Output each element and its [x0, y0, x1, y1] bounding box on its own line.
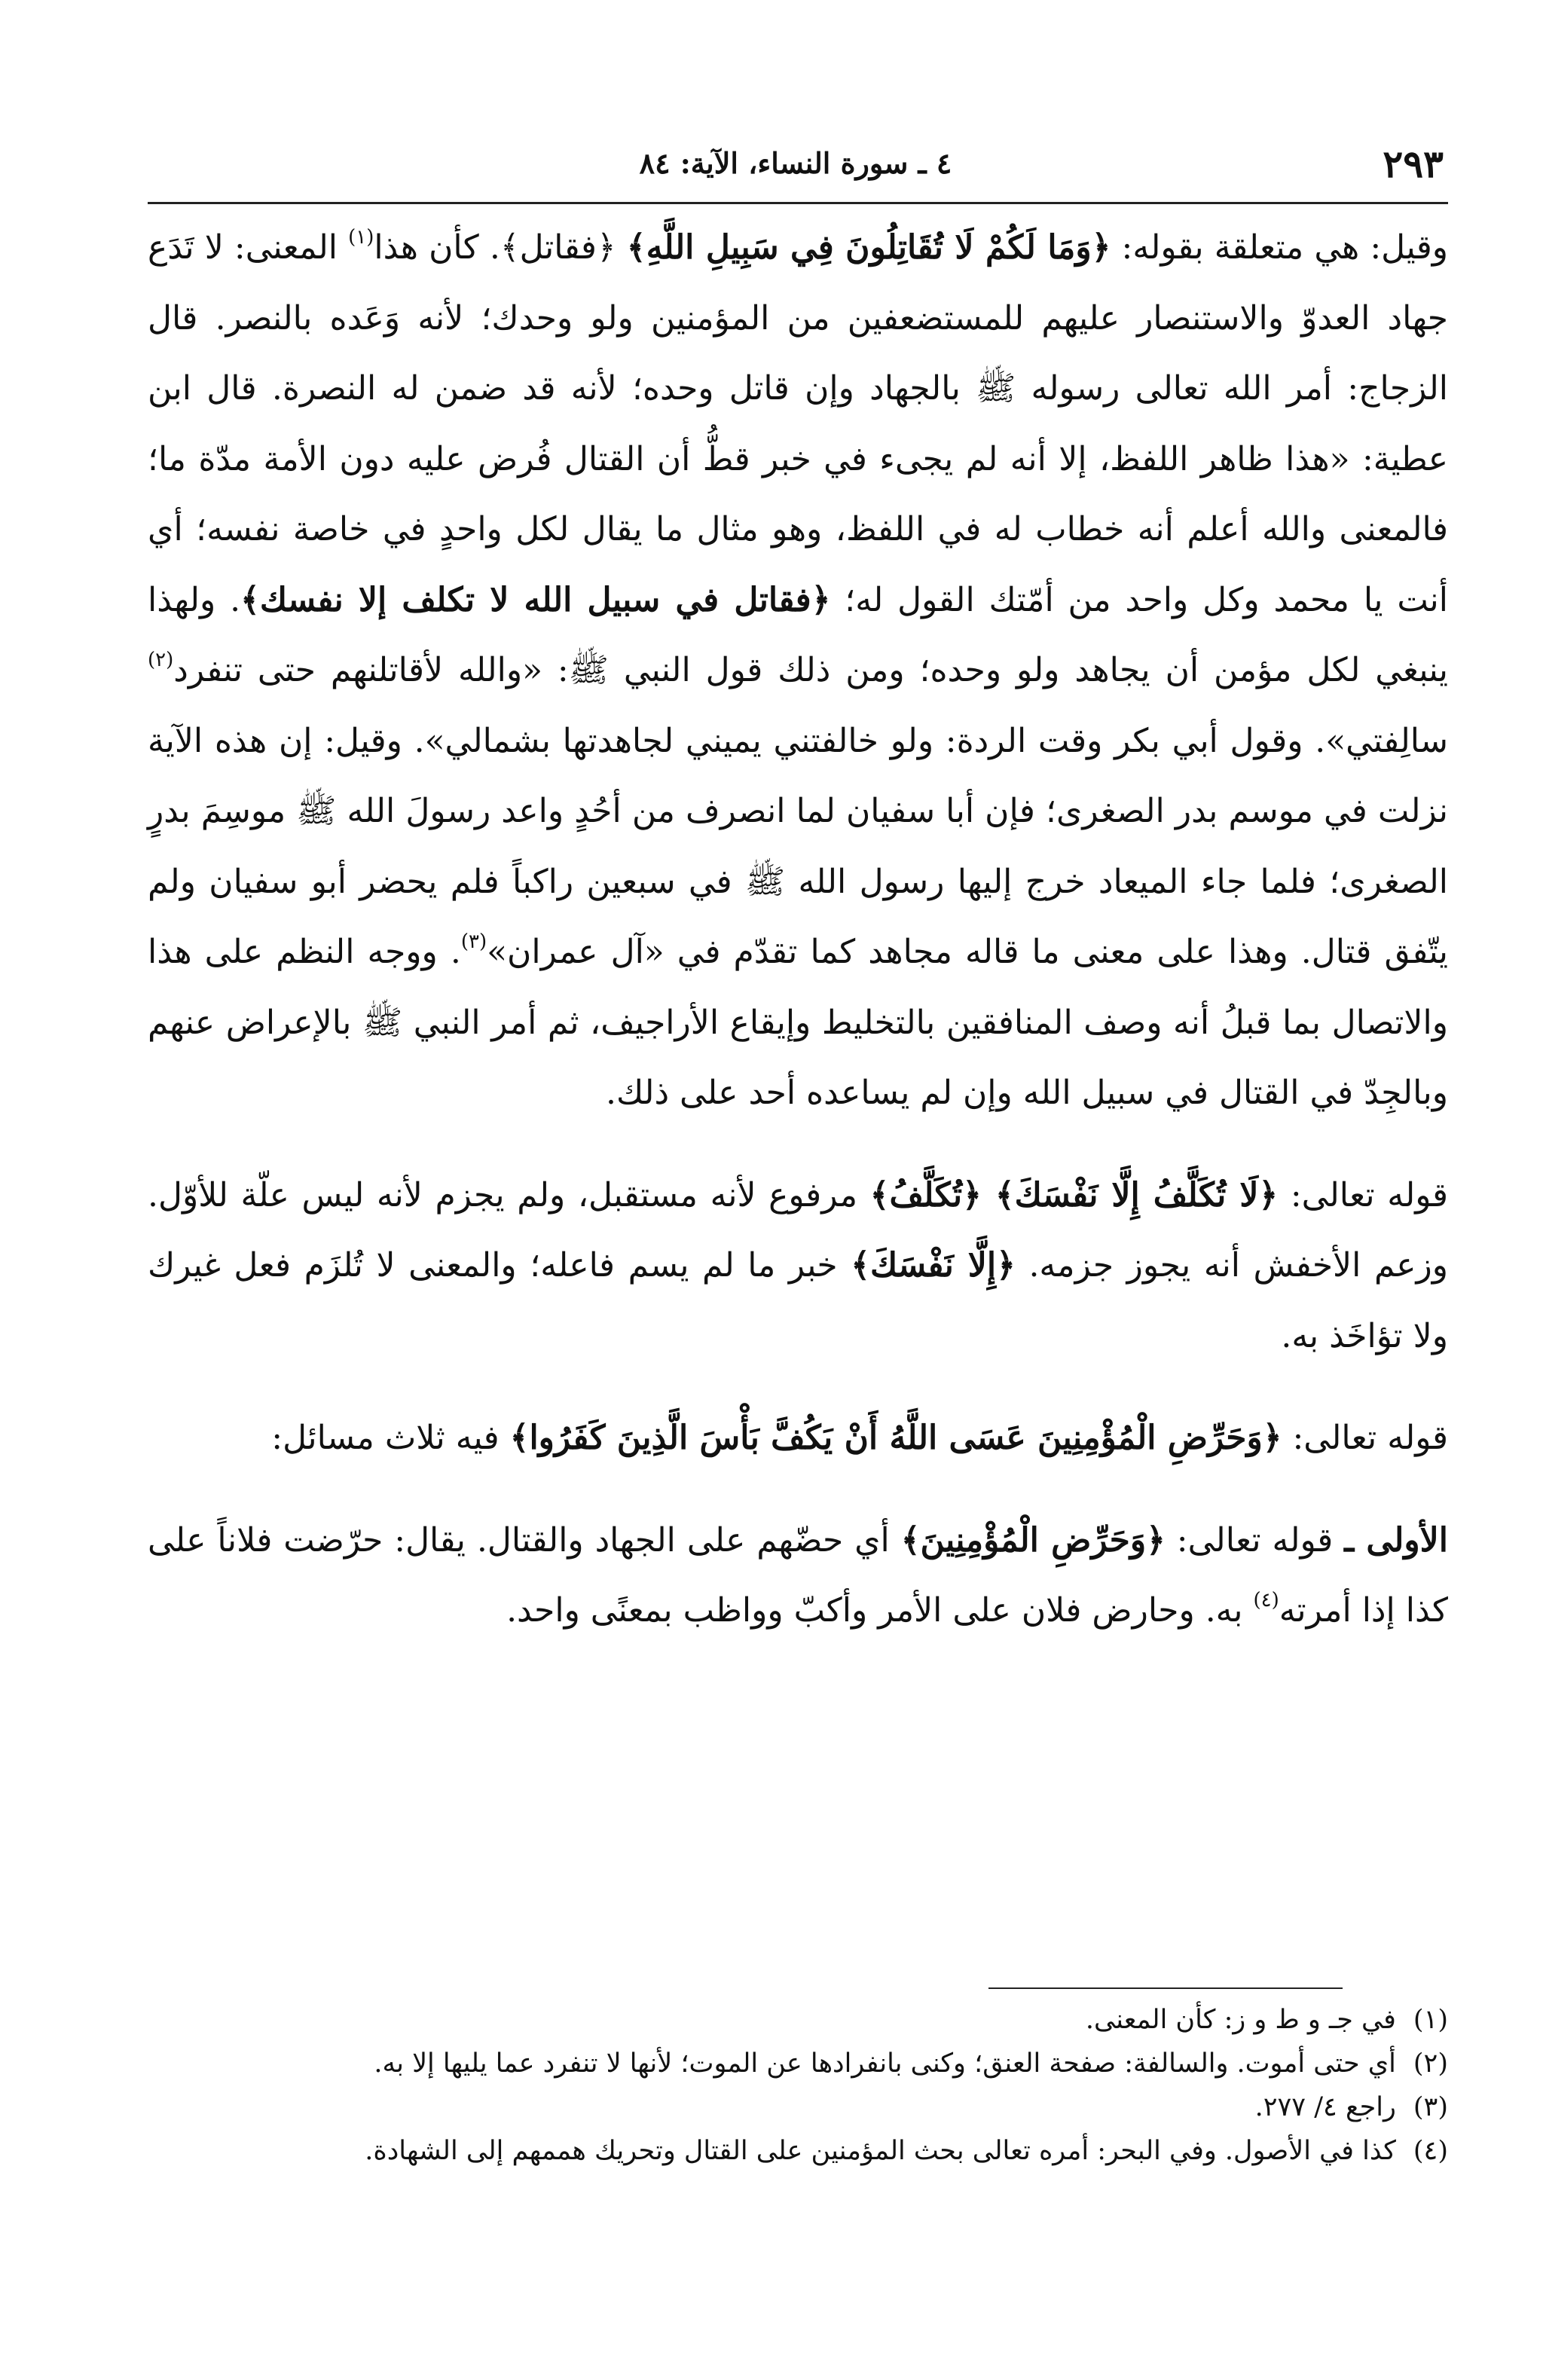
text-run: قوله تعالى:	[1165, 1520, 1345, 1560]
header-rule	[148, 202, 1448, 204]
text-run: فيه ثلاث مسائل:	[271, 1419, 510, 1457]
text-run: المعنى: لا تَدَع جهاد العدوّ والاستنصار عليهم للمستضعفين من المؤمنين ولو وحدك؛ لأنه وَعَده بالنصر. قال الزجاج: أمر الله تعالى رسوله ﷺ بالجهاد وإن قاتل وحده؛ لأنه قد ضمن له النصرة. قال ابن عطية: «هذا ظاهر اللفظ، إلا أنه لم يجىء في خبر قطُّ أن القتال فُرض عليه دون الأمة مدّة ما؛ فالمعنى والله أعلم أنه خطاب له في اللفظ، وهو مثال ما يقال لكل واحدٍ في خاصة نفسه؛ أي أنت يا محمد وكل واحد من أمّتك القول له؛	[148, 228, 1449, 619]
quran-quote: ﴿إِلَّا نَفْسَكَ﴾	[851, 1246, 1016, 1285]
footnote	[148, 2129, 1448, 2173]
quran-quote: ﴿وَحَرِّضِ الْمُؤْمِنِينَ﴾	[900, 1520, 1166, 1560]
quran-quote: ﴿لَا تُكَلَّفُ إِلَّا نَفْسَكَ﴾ ﴿تُكَلَّفُ﴾	[869, 1175, 1279, 1214]
text-run: ﴿فقاتل﴾. كأن هذا	[374, 228, 627, 267]
quran-quote: ﴿وَحَرِّضِ الْمُؤْمِنِينَ عَسَى اللَّهُ أَنْ يَكُفَّ بَأْسَ الَّذِينَ كَفَرُوا﴾	[509, 1419, 1282, 1457]
footnote-text: كذا في الأصول. وفي البحر: أمره تعالى بحث المؤمنين على القتال وتحريك هممهم إلى الشهادة.	[365, 2136, 1396, 2166]
paragraph	[148, 212, 1448, 1129]
quran-quote: ﴿وَمَا لَكُمْ لَا تُقَاتِلُونَ فِي سَبِيلِ اللَّهِ﴾	[626, 228, 1111, 267]
footnote-text: في جـ و ط و ز: كأن المعنى.	[1085, 2005, 1396, 2035]
text-run: به. وحارض فلان على الأمر وأكبّ وواظب بمعنًى واحد.	[506, 1591, 1254, 1630]
footnote-ref: (٢)	[148, 649, 174, 671]
footnote	[148, 2042, 1448, 2085]
text-run: مرفوع لأنه مستقبل، ولم يجزم لأنه ليس علّة للأوّل. وزعم الأخفش أنه يجوز جزمه.	[148, 1175, 1448, 1285]
paragraph	[148, 1160, 1448, 1372]
paragraph	[148, 1505, 1448, 1646]
page-number: ٢٩٣	[1383, 142, 1444, 186]
footnote-ref: (٣)	[460, 930, 487, 953]
footnotes	[148, 1998, 1448, 2173]
footnote-rule	[988, 1987, 1343, 1989]
footnote-number: (٢)	[1413, 2049, 1448, 2079]
text-run: سالِفتي». وقول أبي بكر وقت الردة: ولو خالفتني يميني لجاهدتها بشمالي». وقيل: إن هذه الآية نزلت في موسم بدر الصغرى؛ فإن أبا سفيان لما انصرف من أحُدٍ واعد رسولَ الله ﷺ موسِمَ بدرٍ الصغرى؛ فلما جاء الميعاد خرج إليها رسول الله ﷺ في سبعين راكباً فلم يحضر أبو سفيان ولم يتّفق قتال. وهذا على معنى ما قاله مجاهد كما تقدّم في «آل عمران»	[148, 721, 1449, 971]
quran-quote: ﴿فقاتل في سبيل الله لا تكلف إلا نفسك﴾	[240, 580, 831, 619]
footnote	[148, 1998, 1448, 2042]
header-title: ٤ ـ سورة النساء، الآية: ٨٤	[639, 146, 952, 180]
footnote-ref: (٤)	[1253, 1589, 1279, 1612]
text-run: خبر ما لم يسم فاعله؛ والمعنى لا تُلزَم فعل غيرك ولا تؤاخَذ به.	[148, 1246, 1448, 1355]
quran-quote: الأولى ـ	[1344, 1520, 1448, 1560]
text-run: . ووجه النظم على هذا والاتصال بما قبلُ أنه وصف المنافقين بالتخليط وإيقاع الأراجيف، ثم أمر النبي ﷺ بالإعراض عنهم وبالجِدّ في القتال في سبيل الله وإن لم يساعده أحد على ذلك.	[148, 933, 1448, 1112]
main-text	[148, 212, 1448, 1646]
footnote-number: (٣)	[1413, 2092, 1448, 2122]
text-run: . ولهذا ينبغي لكل مؤمن أن يجاهد ولو وحده؛ ومن ذلك قول النبي ﷺ: «والله لأقاتلنهم حتى تنفرد	[148, 580, 1448, 689]
footnote-text: أي حتى أموت. والسالفة: صفحة العنق؛ وكنى بانفرادها عن الموت؛ لأنها لا تنفرد عما يليها إلا به.	[374, 2049, 1396, 2079]
text-run: وقيل: هي متعلقة بقوله:	[1111, 228, 1449, 267]
text-run: قوله تعالى:	[1278, 1175, 1448, 1214]
footnote-number: (١)	[1413, 2005, 1448, 2035]
footnote-ref: (١)	[348, 226, 374, 249]
footnote-number: (٤)	[1413, 2136, 1448, 2166]
footnote-text: راجع ٤/ ٢٧٧.	[1254, 2092, 1396, 2122]
footnote	[148, 2085, 1448, 2129]
paragraph	[148, 1403, 1448, 1474]
text-run: قوله تعالى:	[1282, 1419, 1448, 1457]
running-header	[148, 142, 1444, 194]
text-run: أي حضّهم على الجهاد والقتال. يقال: حرّضت فلاناً على كذا إذا أمرته	[148, 1520, 1448, 1630]
